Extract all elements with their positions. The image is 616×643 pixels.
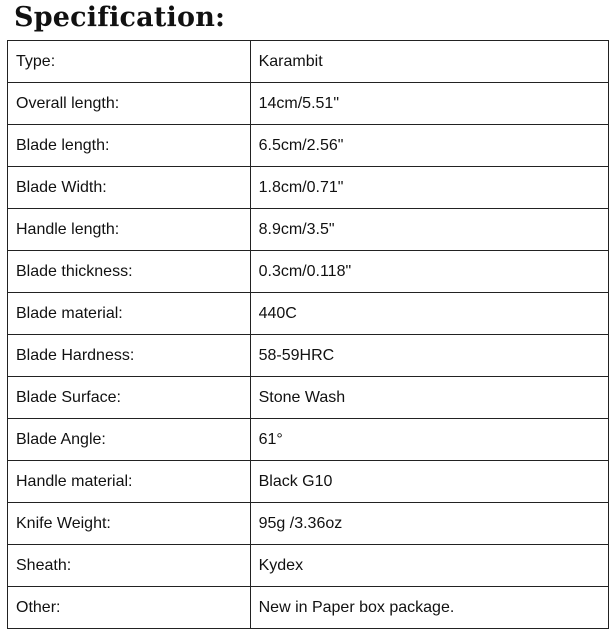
spec-value: New in Paper box package. — [250, 587, 608, 629]
table-row — [8, 545, 609, 587]
table-row — [8, 587, 609, 629]
spec-value: 6.5cm/2.56" — [250, 125, 608, 167]
table-row — [8, 167, 609, 209]
spec-label: Blade material: — [8, 293, 251, 335]
table-row — [8, 335, 609, 377]
spec-label: Knife Weight: — [8, 503, 251, 545]
spec-value: Karambit — [250, 41, 608, 83]
table-row — [8, 83, 609, 125]
table-row — [8, 251, 609, 293]
spec-value: 8.9cm/3.5" — [250, 209, 608, 251]
spec-value: 58-59HRC — [250, 335, 608, 377]
spec-value: 14cm/5.51" — [250, 83, 608, 125]
table-row — [8, 125, 609, 167]
spec-value: 0.3cm/0.118" — [250, 251, 608, 293]
spec-label: Blade Width: — [8, 167, 251, 209]
table-row — [8, 419, 609, 461]
spec-label: Blade Hardness: — [8, 335, 251, 377]
table-row — [8, 461, 609, 503]
spec-label: Other: — [8, 587, 251, 629]
spec-label: Blade length: — [8, 125, 251, 167]
page-title: Specification: — [14, 2, 226, 33]
spec-value: Stone Wash — [250, 377, 608, 419]
table-row — [8, 209, 609, 251]
spec-value: 440C — [250, 293, 608, 335]
specification-table — [7, 40, 609, 629]
spec-label: Type: — [8, 41, 251, 83]
spec-value: 61° — [250, 419, 608, 461]
spec-value: Black G10 — [250, 461, 608, 503]
spec-label: Blade Surface: — [8, 377, 251, 419]
table-row — [8, 41, 609, 83]
spec-label: Sheath: — [8, 545, 251, 587]
table-row — [8, 503, 609, 545]
spec-value: 95g /3.36oz — [250, 503, 608, 545]
spec-value: 1.8cm/0.71" — [250, 167, 608, 209]
spec-label: Handle length: — [8, 209, 251, 251]
spec-value: Kydex — [250, 545, 608, 587]
table-row — [8, 293, 609, 335]
spec-label: Handle material: — [8, 461, 251, 503]
spec-label: Overall length: — [8, 83, 251, 125]
table-row — [8, 377, 609, 419]
spec-label: Blade Angle: — [8, 419, 251, 461]
spec-label: Blade thickness: — [8, 251, 251, 293]
